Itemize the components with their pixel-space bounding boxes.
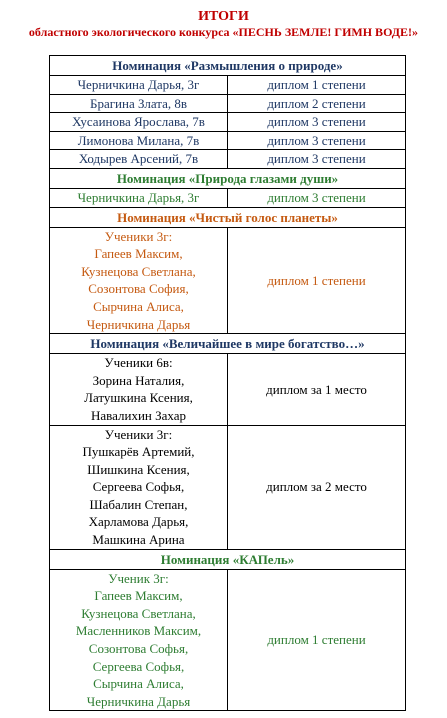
participant-line: Масленников Максим, bbox=[75, 623, 202, 639]
participant-line: Сергеева Софья, bbox=[92, 479, 185, 495]
participant-cell: Брагина Злата, 8в bbox=[50, 94, 228, 113]
table-row bbox=[50, 131, 406, 150]
table-row bbox=[50, 188, 406, 207]
award-cell: диплом 1 степени bbox=[228, 569, 406, 711]
participant-line: Черничкина Дарья bbox=[86, 693, 191, 709]
participant-list-cell bbox=[50, 354, 228, 425]
participant-line: Латушкина Ксения, bbox=[84, 390, 193, 406]
nomination-title: Номинация «Природа глазами души» bbox=[50, 168, 406, 188]
participant-line: Ученики 3г: bbox=[104, 426, 173, 442]
participant-line: Шишкина Ксения, bbox=[87, 461, 190, 477]
nomination-title: Номинация «Размышления о природе» bbox=[50, 56, 406, 76]
participant-list-cell bbox=[50, 569, 228, 711]
table-row bbox=[50, 425, 406, 549]
participant-list-cell bbox=[50, 227, 228, 334]
page-title: ИТОГИ bbox=[198, 9, 249, 24]
participant-line: Гапеев Максим, bbox=[94, 246, 183, 262]
award-cell: диплом 3 степени bbox=[228, 131, 406, 150]
participant-line: Созонтова София, bbox=[88, 281, 189, 297]
nomination-title: Номинация «Величайшее в мире богатство…» bbox=[50, 334, 406, 354]
table-row bbox=[50, 227, 406, 334]
table-row bbox=[50, 150, 406, 169]
participant-line: Ученики 6в: bbox=[104, 355, 173, 371]
award-cell: диплом 3 степени bbox=[228, 150, 406, 169]
award-cell: диплом 1 степени bbox=[228, 227, 406, 334]
table-row bbox=[50, 354, 406, 425]
participant-line: Сырчина Алиса, bbox=[93, 298, 184, 314]
participant-line: Созонтова Софья, bbox=[88, 641, 189, 657]
award-cell: диплом 3 степени bbox=[228, 188, 406, 207]
nomination-header-row bbox=[50, 168, 406, 188]
participant-cell: Ходырев Арсений, 7в bbox=[50, 150, 228, 169]
participant-line: Ученик 3г: bbox=[108, 570, 169, 586]
nomination-header-row bbox=[50, 549, 406, 569]
participant-list-cell bbox=[50, 425, 228, 549]
award-cell: диплом 3 степени bbox=[228, 113, 406, 132]
table-row bbox=[50, 569, 406, 711]
participant-line: Кузнецова Светлана, bbox=[81, 263, 196, 279]
participant-line: Зорина Наталия, bbox=[92, 372, 185, 388]
results-table bbox=[49, 55, 406, 711]
participant-line: Сырчина Алиса, bbox=[93, 676, 184, 692]
award-cell: диплом 2 степени bbox=[228, 94, 406, 113]
table-row bbox=[50, 76, 406, 95]
nomination-header-row bbox=[50, 334, 406, 354]
table-row bbox=[50, 94, 406, 113]
participant-cell: Хусаинова Ярослава, 7в bbox=[50, 113, 228, 132]
nomination-title: Номинация «Чистый голос планеты» bbox=[50, 207, 406, 227]
nomination-title: Номинация «КАПель» bbox=[50, 549, 406, 569]
participant-line: Ученики 3г: bbox=[104, 228, 173, 244]
participant-cell: Черничкина Дарья, 3г bbox=[50, 76, 228, 95]
page-subtitle: областного экологического конкурса «ПЕСНЬ ЗЕМЛЕ! ГИМН ВОДЕ!» bbox=[28, 25, 419, 39]
participant-line: Сергеева Софья, bbox=[92, 658, 185, 674]
participant-line: Харламова Дарья, bbox=[88, 514, 189, 530]
participant-line: Гапеев Максим, bbox=[94, 588, 183, 604]
award-cell: диплом 1 степени bbox=[228, 76, 406, 95]
participant-cell: Черничкина Дарья, 3г bbox=[50, 188, 228, 207]
award-cell: диплом за 2 место bbox=[228, 425, 406, 549]
award-cell: диплом за 1 место bbox=[228, 354, 406, 425]
participant-line: Черничкина Дарья bbox=[86, 316, 191, 332]
participant-line: Кузнецова Светлана, bbox=[81, 605, 196, 621]
participant-cell: Лимонова Милана, 7в bbox=[50, 131, 228, 150]
participant-line: Навалихин Захар bbox=[91, 407, 186, 423]
table-row bbox=[50, 113, 406, 132]
nomination-header-row bbox=[50, 56, 406, 76]
participant-line: Шабалин Степан, bbox=[89, 496, 188, 512]
participant-line: Машкина Арина bbox=[92, 532, 185, 548]
participant-line: Пушкарёв Артемий, bbox=[82, 444, 195, 460]
nomination-header-row bbox=[50, 207, 406, 227]
